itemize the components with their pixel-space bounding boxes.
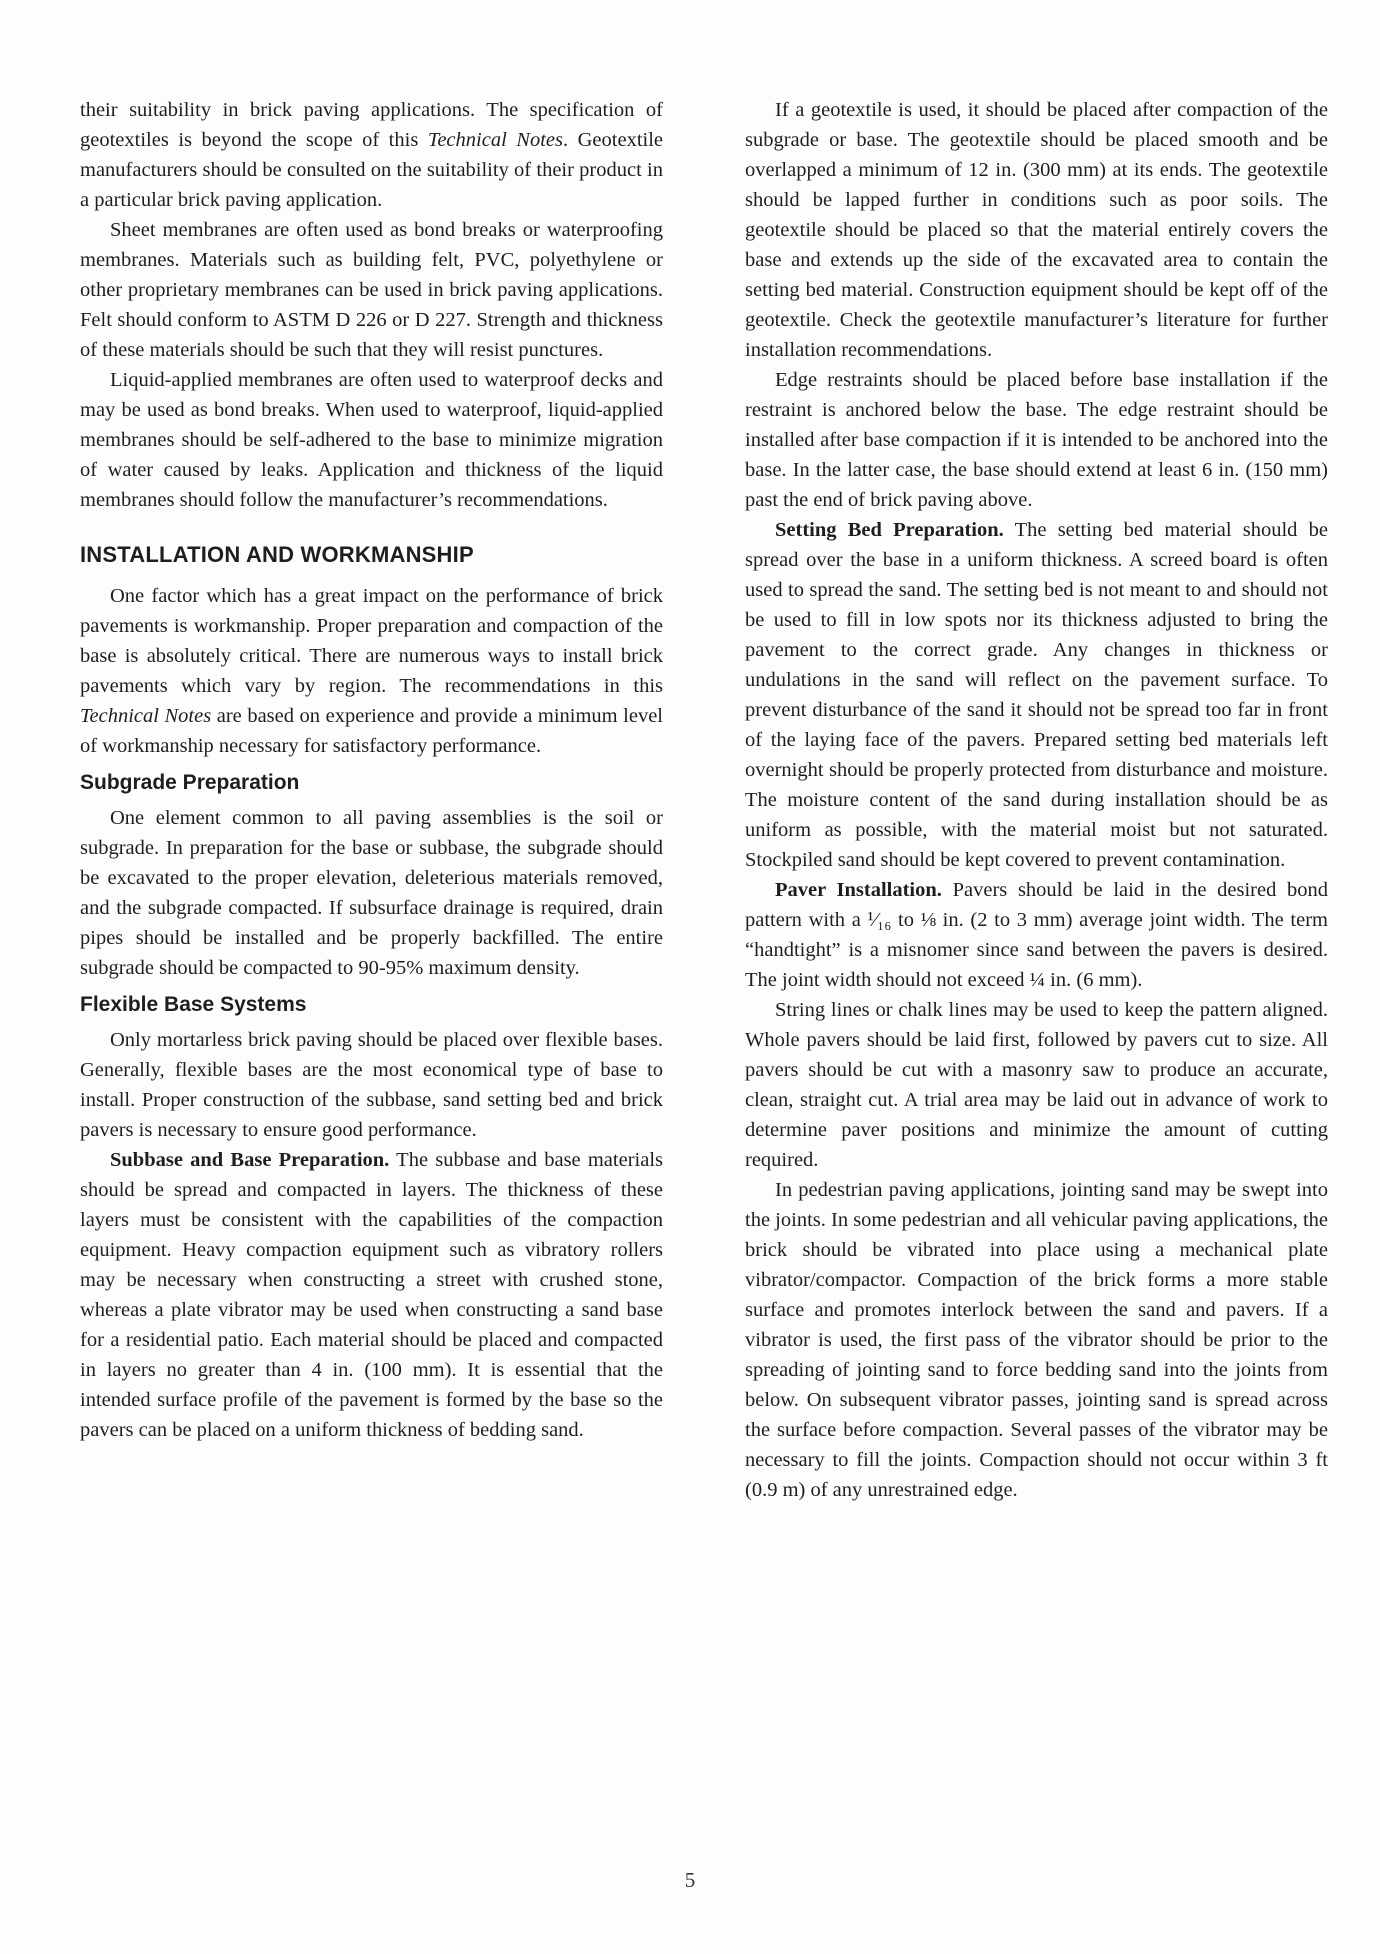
paragraph-text: . Geotextile manufacturers should be consulted on the suitability of their product in a particular brick paving application. bbox=[80, 129, 664, 211]
paragraph-flexible-bases: Only mortarless brick paving should be placed over flexible bases. Generally, flexible bases are the most economical type of base to install. Proper construction of the subbase, sand setting bed and brick pavers is necessary to ensure good performance. bbox=[80, 1029, 663, 1141]
paragraph-paver-installation bbox=[745, 875, 1328, 995]
paragraph-geotextile-placement: If a geotextile is used, it should be placed after compaction of the subgrade or base. The geotextile should be placed smooth and be overlapped a minimum of 12 in. (300 mm) at its ends. The geotextile should be lapped further in conditions such as poor soils. The geotextile should be placed so that the material entirely covers the base and extends up the side of the excavated area to contain the setting bed material. Construction equipment should be kept off of the geotextile. Check the geotextile manufacturer’s literature for further installation recommendations. bbox=[745, 99, 1328, 361]
paragraph-geotextile-suitability bbox=[80, 95, 663, 215]
paragraph-sheet-membranes: Sheet membranes are often used as bond breaks or waterproofing membranes. Materials such as building felt, PVC, polyethylene or other proprietary membranes can be used in brick paving applications. Felt should conform to ASTM D 226 or D 227. Strength and thickness of these materials should be such that they will resist punctures. bbox=[80, 219, 663, 361]
publication-title: Technical Notes bbox=[80, 705, 212, 727]
runin-heading-subbase: Subbase and Base Preparation. bbox=[110, 1149, 390, 1171]
section-heading-installation: INSTALLATION AND WORKMANSHIP bbox=[80, 542, 474, 567]
paragraph-liquid-membranes: Liquid-applied membranes are often used to waterproof decks and may be used as bond breaks. When used to waterproof, liquid-applied membranes should be self-adhered to the base to minimize migration of water caused by leaks. Application and thickness of the liquid membranes should follow the manufacturer’s recommendations. bbox=[80, 369, 663, 511]
right-column bbox=[745, 95, 1328, 1505]
paragraph-text: One factor which has a great impact on the performance of brick pavements is workmanship. Proper preparation and compaction of the base is absolutely critical. There are numerous ways to install brick pavements which vary by region. The recommendations in this bbox=[80, 585, 663, 697]
paragraph-edge-restraints: Edge restraints should be placed before base installation if the restraint is anchored below the base. The edge restraint should be installed after base compaction if it is intended to be anchored into the base. In the latter case, the base should extend at least 6 in. (150 mm) past the end of brick paving above. bbox=[745, 369, 1328, 511]
paragraph-text: The subbase and base materials should be spread and compacted in layers. The thickness of these layers must be consistent with the capabilities of the compaction equipment. Heavy compaction equipment such as vibratory rollers may be necessary when constructing a street with crushed stone, whereas a plate vibrator may be used when constructing a sand base for a residential patio. Each material should be placed and compacted in layers no greater than 4 in. (100 mm). It is essential that the intended surface profile of the pavement is formed by the base so the pavers can be placed on a uniform thickness of bedding sand. bbox=[80, 1149, 663, 1441]
paragraph-subgrade: One element common to all paving assemblies is the soil or subgrade. In preparation for the base or subbase, the subgrade should be excavated to the proper elevation, deleterious materials removed, and the subgrade compacted. If subsurface drainage is required, drain pipes should be installed and be properly backfilled. The entire subgrade should be compacted to 90-95% maximum density. bbox=[80, 807, 663, 979]
publication-title: Technical Notes bbox=[427, 129, 563, 151]
paragraph-text: Pavers should be laid in the desired bond pattern with a ¹⁄₁₆ to ⅛ in. (2 to 3 mm) average joint width. The term “handtight” is a misnomer since sand between the pavers is desired. The joint width should not exceed ¼ in. (6 mm). bbox=[745, 879, 1328, 991]
page-number: 5 bbox=[684, 1868, 696, 1892]
paragraph-subbase-preparation bbox=[80, 1145, 663, 1445]
runin-heading-paver-installation: Paver Installation. bbox=[775, 879, 942, 901]
paragraph-jointing-sand: In pedestrian paving applications, jointing sand may be swept into the joints. In some pedestrian and all vehicular paving applications, the brick should be vibrated into place using a mechanical plate vibrator/compactor. Compaction of the brick forms a more stable surface and promotes interlock between the sand and pavers. If a vibrator is used, the first pass of the vibrator should be prior to the spreading of jointing sand to force bedding sand into the joints from below. On subsequent vibrator passes, jointing sand is spread across the surface before compaction. Several passes of the vibrator may be necessary to fill the joints. Compaction should not occur within 3 ft (0.9 m) of any unrestrained edge. bbox=[745, 1179, 1328, 1501]
paragraph-text: their suitability in brick paving applications. The specification of geotextiles is beyond the scope of this bbox=[80, 99, 663, 151]
paragraph-setting-bed bbox=[745, 515, 1328, 875]
subheading-subgrade-preparation: Subgrade Preparation bbox=[80, 771, 300, 794]
paragraph-text: The setting bed material should be spread over the base in a uniform thickness. A screed board is often used to spread the sand. The setting bed is not meant to and should not be used to fill in low spots nor its thickness adjusted to bring the pavement to the correct grade. Any changes in thickness or undulations in the sand will reflect on the pavement surface. To prevent disturbance of the sand it should not be spread too far in front of the laying face of the pavers. Prepared setting bed materials left overnight should be properly protected from disturbance and moisture. The moisture content of the sand during installation should be as uniform as possible, with the material moist but not saturated. Stockpiled sand should be kept covered to prevent contamination. bbox=[745, 519, 1328, 871]
subheading-flexible-base-systems: Flexible Base Systems bbox=[80, 993, 307, 1016]
paragraph-workmanship bbox=[80, 581, 663, 761]
paragraph-string-lines: String lines or chalk lines may be used to keep the pattern aligned. Whole pavers should be laid first, followed by pavers cut to size. All pavers should be cut with a masonry saw to produce an accurate, clean, straight cut. A trial area may be laid out in advance of work to determine paver positions and minimize the amount of cutting required. bbox=[745, 999, 1328, 1171]
runin-heading-setting-bed: Setting Bed Preparation. bbox=[775, 519, 1004, 541]
left-column bbox=[80, 95, 663, 1445]
paragraph-text: are based on experience and provide a minimum level of workmanship necessary for satisfactory performance. bbox=[80, 705, 663, 757]
